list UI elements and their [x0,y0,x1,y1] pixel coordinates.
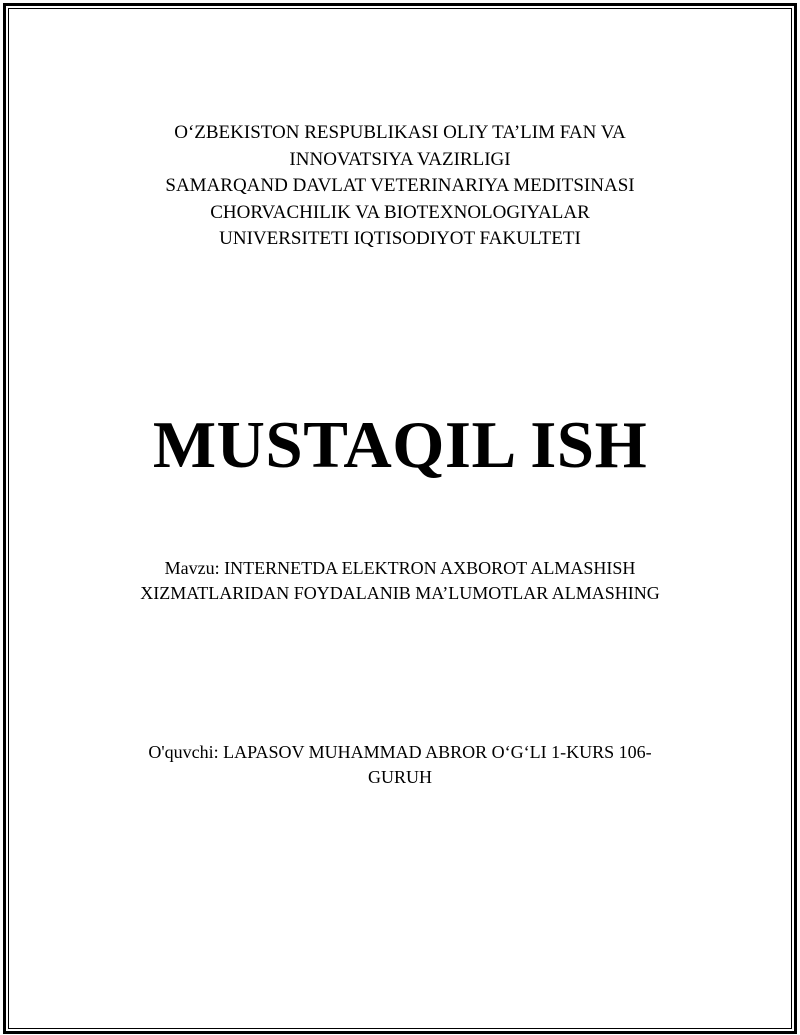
topic-line-1: Mavzu: INTERNETDA ELEKTRON AXBOROT ALMASHISH [164,558,636,578]
topic-section [0,556,800,606]
institution-header [0,120,800,253]
institution-line-2: INNOVATSIYA VAZIRLIGI [289,148,511,170]
institution-line-4: CHORVACHILIK VA BIOTEXNOLOGIYALAR [210,201,590,223]
institution-line-3: SAMARQAND DAVLAT VETERINARIYA MEDITSINASI [165,175,635,196]
topic-line-2: XIZMATLARIDAN FOYDALANIB MA’LUMOTLAR ALMASHING [140,583,660,603]
student-section [0,740,800,790]
institution-line-1: O‘ZBEKISTON RESPUBLIKASI OLIY TA’LIM FAN VA [174,122,626,143]
institution-line-5: UNIVERSITETI IQTISODIYOT FAKULTETI [219,228,581,249]
student-line-2: GURUH [367,767,432,787]
student-line-1: O'quvchi: LAPASOV MUHAMMAD ABROR O‘G‘LI 1-KURS 106- [148,742,652,762]
document-title: MUSTAQIL ISH [152,408,648,482]
